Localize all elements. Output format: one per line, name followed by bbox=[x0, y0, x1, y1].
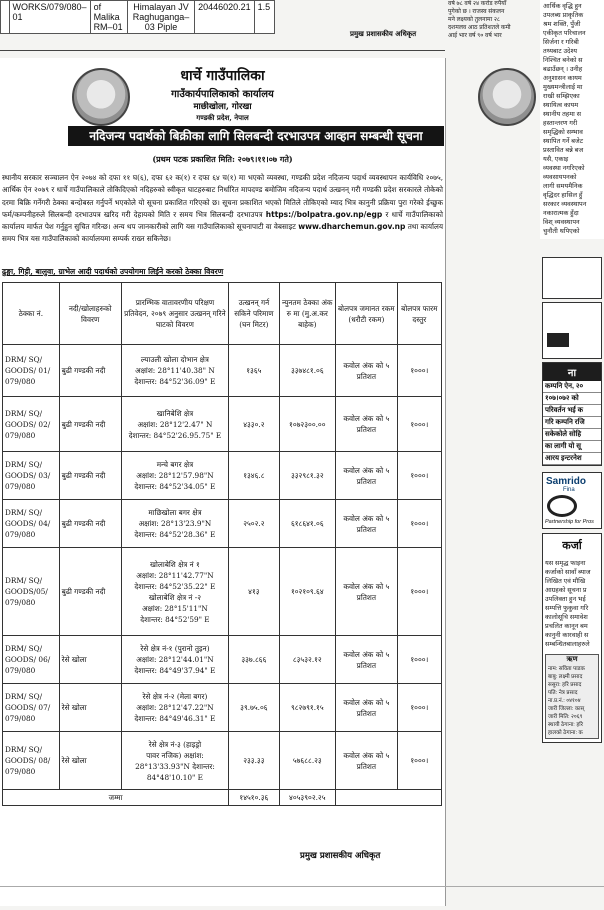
text-line: कर्जाको सावाँ ब्याज bbox=[545, 569, 591, 576]
website-link[interactable]: www.dharchemun.gov.np bbox=[298, 222, 406, 232]
contract-place: of Malika RM–01 bbox=[90, 1, 127, 34]
site-line: देशान्तर: 84°52'26.95.75" E bbox=[128, 430, 222, 440]
site-cell bbox=[121, 345, 228, 397]
text-line: समृद्धिको सम्भाव bbox=[543, 129, 583, 136]
text-line: हालको ठेगाना: क bbox=[548, 730, 583, 736]
amount-cell: ३३७४८१.०६ bbox=[279, 345, 335, 397]
text-line: उपलिक्ता हुन भई bbox=[545, 596, 586, 603]
quantity-cell: १३४६.८ bbox=[229, 452, 279, 500]
amount-cell: १०७२३००.०० bbox=[279, 397, 335, 452]
text-line: पति: नेत्र प्रसाद bbox=[548, 690, 578, 696]
table-row bbox=[3, 684, 442, 732]
amount-cell: ६१८६४१.०६ bbox=[279, 500, 335, 548]
col-site: प्रारम्भिक वातावरणीय परिक्षण प्रतिवेदन, २०७९ अनुसार उत्खनन् गरिने घाटको विवरण bbox=[121, 283, 228, 345]
river-cell: रेसे खोला bbox=[59, 684, 121, 732]
text-line: आरय इन्टरनेश bbox=[543, 453, 601, 465]
text-line: वृद्धिदर हासिल हुँ bbox=[543, 192, 583, 199]
municipality-seal-logo bbox=[478, 68, 536, 126]
col-min-amount: न्युनतम ठेक्का अंक रु मा (मु.अ.कर बाहेक) bbox=[279, 283, 335, 345]
text-line: लिखित एवं मौखि bbox=[545, 578, 586, 585]
top-signature: प्रमुख प्रशासकीय अधिकृत bbox=[350, 29, 417, 38]
text-line: विश् व्यवस्थापन bbox=[543, 219, 580, 226]
text-line: बढाउँछन् । उनीह bbox=[543, 66, 583, 73]
form-fee-cell: १०००। bbox=[397, 732, 441, 790]
text-line: यसै, एकाइ bbox=[543, 156, 569, 163]
text-line: हस्तान्तरण गरी bbox=[543, 120, 578, 127]
text-line: प्रचलित कानून बम bbox=[545, 623, 588, 630]
samriddhi-name: Samrido bbox=[546, 476, 587, 487]
previous-notice-table bbox=[0, 0, 275, 34]
site-line: देशान्तर: 84°52'34.05" E bbox=[134, 482, 216, 491]
bolpatra-link[interactable]: https://bolpatra.gov.np/egp bbox=[265, 209, 383, 219]
small-ad-2 bbox=[542, 302, 602, 359]
blank bbox=[336, 790, 442, 806]
site-line: अक्षांश: 28°12'2.47" N bbox=[137, 419, 213, 429]
text-line: एकीकृत परिचालन bbox=[543, 30, 586, 37]
site-line: अक्षांश: 28°15'11"N bbox=[142, 603, 208, 613]
company-notice-title: ना bbox=[543, 363, 601, 381]
borrower-box: ऋण नाम: सविता पाडक बाबु: लक्ष्मी प्रसाद ससुरा: हरि प्रसाद पति: नेत्र प्रसाद ना.प्र.नं.: ०४१०४ जारी जिल्ला: कास् जारी मिति: २०६९ स्थायी ठेगाना: हरि हालको ठेगाना: क bbox=[545, 654, 599, 739]
total-label: जम्मा bbox=[3, 790, 229, 806]
province: गण्डकी प्रदेश, नेपाल bbox=[196, 113, 249, 122]
text-line: सिर्जना र गरिबी bbox=[543, 39, 579, 46]
river-cell: रेसे खोला bbox=[59, 732, 121, 790]
text-line: प्रस्तावित बन्ने बज bbox=[543, 147, 584, 154]
bid-security-cell: कवोल अंक को ५ प्रतिशत bbox=[336, 500, 398, 548]
col-contract-no: ठेक्का नं. bbox=[3, 283, 60, 345]
text-line: मुख्यमन्त्रीलाई मा bbox=[543, 84, 583, 91]
col-bid-security: बोलपत्र जमानत रकम (धरौटी रकम) bbox=[336, 283, 398, 345]
site-line: अक्षांश: 28°13'23.9"N bbox=[138, 519, 212, 528]
text-line: ना.प्र.नं.: ०४१०४ bbox=[548, 698, 581, 704]
contract-no-cell: DRM/ SQ/ GOODS/ 01/ 079/080 bbox=[3, 345, 60, 397]
bid-security-cell: कवोल अंक को ५ प्रतिशत bbox=[336, 345, 398, 397]
site-line: देशान्तर: 84°52'35.22" E bbox=[134, 581, 216, 591]
amount-cell: १०२१०९.६४ bbox=[279, 548, 335, 636]
text-line: स्थानीय तहमा स bbox=[543, 111, 582, 118]
site-cell bbox=[121, 636, 228, 684]
river-cell: बुढी गण्डकी नदी bbox=[59, 345, 121, 397]
site-line: रेसे क्षेत्र नं-१ (पुरानो तुइन) bbox=[140, 644, 210, 653]
site-cell bbox=[121, 397, 228, 452]
adjacent-column bbox=[540, 0, 604, 910]
text-line: अनुशासन कायम bbox=[543, 75, 582, 82]
form-fee-cell: १०००। bbox=[397, 500, 441, 548]
site-line: ल्याउली खोला दोभान क्षेत्र bbox=[140, 355, 209, 364]
site-cell bbox=[121, 684, 228, 732]
text-line: व्यवस्था नगरिएको bbox=[543, 165, 585, 172]
amount-cell: ९८२७९१.१५ bbox=[279, 684, 335, 732]
tender-table bbox=[2, 282, 442, 806]
quantity-cell: ३९.७५.०६ bbox=[229, 684, 279, 732]
text-line: ससुरा: हरि प्रसाद bbox=[548, 682, 582, 688]
text-line: नकारात्मक हुँदा bbox=[543, 210, 579, 217]
site-line: देशान्तर: 84°49'46.31" E bbox=[134, 714, 216, 723]
samriddhi-tagline: Partnership for Pros bbox=[545, 519, 594, 525]
site-line: अक्षांश: 28°12'47.22"N bbox=[136, 703, 214, 712]
office-name: गाउँकार्यपालिकाको कार्यालय bbox=[171, 89, 274, 100]
contract-no-cell: DRM/ SQ/ GOODS/ 03/ 079/080 bbox=[3, 452, 60, 500]
col-form-fee: बोलपत्र फारम दस्तुर bbox=[397, 283, 441, 345]
text-line: कालोसूचि समावेश bbox=[545, 614, 588, 621]
total-quantity: १४५१०.३६ bbox=[229, 790, 279, 806]
text-line: जारी मिति: २०६९ bbox=[548, 714, 583, 720]
text-line: गरि कम्पनि रजि bbox=[543, 417, 601, 429]
office-address: माछीखोला, गोरखा bbox=[193, 102, 252, 112]
contract-location: Himalayan JV Raghuganga–03 Piple bbox=[127, 1, 194, 34]
site-cell bbox=[121, 732, 228, 790]
quantity-cell: २५०२.२ bbox=[229, 500, 279, 548]
river-cell: बुढी गण्डकी नदी bbox=[59, 452, 121, 500]
text-line: स्थायित्व कायम bbox=[543, 102, 579, 109]
text-line: सम्बन्धितबालाहरुले bbox=[545, 641, 590, 648]
small-ad-1 bbox=[542, 257, 602, 299]
site-line: देशान्तर: 84°52'36.09" E bbox=[134, 377, 216, 386]
table-header-row bbox=[3, 283, 442, 345]
text-line: परिवर्तन भई क bbox=[543, 405, 601, 417]
text-line: आर्थिक वृद्धि हुन bbox=[543, 3, 582, 10]
contract-amount: 20446020.21 bbox=[195, 1, 255, 34]
table-row bbox=[3, 732, 442, 790]
text-line: श्रम शक्ति, पुँजी bbox=[543, 21, 581, 28]
site-line: देशान्तर: 84°52'28.36" E bbox=[134, 530, 216, 539]
text-line: सकेकोले सोहि bbox=[543, 429, 601, 441]
site-line: अक्षांश: 28°11'42.77"N bbox=[136, 570, 214, 580]
text-line: सम्पत्ति फुकुवा गरि bbox=[545, 605, 589, 612]
site-line: मन्चे बगर क्षेत्र bbox=[156, 460, 194, 469]
col-river: नदी/खोलाहरुको विवरण bbox=[59, 283, 121, 345]
table-row bbox=[3, 397, 442, 452]
publish-date: (प्रथम पटक प्रकाशित मिति: २०७९।११।०७ गते) bbox=[152, 154, 293, 164]
text-line: नाम: सविता पाडक bbox=[548, 666, 585, 672]
table-row bbox=[3, 636, 442, 684]
text-line: स्थायी ठेगाना: हरि bbox=[548, 722, 583, 728]
table-total-row bbox=[3, 790, 442, 806]
site-line: खोलाबेशि क्षेत्र नं १ bbox=[150, 559, 200, 569]
footer-signature: प्रमुख प्रशासकीय अधिकृत bbox=[300, 851, 381, 861]
quantity-cell: ३३७.८६६ bbox=[229, 636, 279, 684]
contract-no-cell: DRM/ SQ/ GOODS/05/ 079/080 bbox=[3, 548, 60, 636]
site-line: माछिखोला बगर क्षेत्र bbox=[148, 508, 202, 517]
quantity-cell: ४३३०.२ bbox=[229, 397, 279, 452]
contract-no-cell: DRM/ SQ/ GOODS/ 02/ 079/080 bbox=[3, 397, 60, 452]
table-subheading: ढुङ्गा, गिट्टी, बालुवा, ग्राभेल आदी पदार्थको उपयोगमा लिईने करको ठेक्का विवरण bbox=[2, 267, 224, 276]
text-line: लागी समयमैनिक bbox=[543, 183, 583, 190]
river-cell: बुढी गण्डकी नदी bbox=[59, 548, 121, 636]
text-line: स्थापित गर्ने बजेट bbox=[543, 138, 584, 145]
bid-security-cell: कवोल अंक को ५ प्रतिशत bbox=[336, 397, 398, 452]
form-fee-cell: १०००। bbox=[397, 548, 441, 636]
site-line: रेसे क्षेत्र नं-२ (मेला बगर) bbox=[142, 692, 208, 701]
site-line: 84°48'10.10" E bbox=[146, 772, 203, 782]
quantity-cell: १३६५ bbox=[229, 345, 279, 397]
contract-code: WORKS/079/080–01 bbox=[9, 1, 90, 34]
text-line: यस समृद्ध फाइना bbox=[545, 560, 586, 567]
text-line: निश्चित बनेको स bbox=[543, 57, 583, 64]
site-line: खोलाबेशि क्षेत्र नं -२ bbox=[148, 592, 202, 602]
form-fee-cell: १०००। bbox=[397, 684, 441, 732]
samriddhi-ad bbox=[542, 472, 602, 529]
text-line: चुनौती थपिएको bbox=[543, 228, 580, 235]
table-row bbox=[3, 452, 442, 500]
text-line: उपलब्ध प्राकृतिक bbox=[543, 12, 584, 19]
samriddhi-logo-icon bbox=[547, 495, 577, 517]
form-fee-cell: १०००। bbox=[397, 345, 441, 397]
bid-security-cell: कवोल अंक को ५ प्रतिशत bbox=[336, 636, 398, 684]
news-article-text bbox=[540, 0, 604, 239]
site-line: रेसे क्षेत्र नं-३ (हाइड्रो bbox=[148, 739, 202, 749]
amount-cell: ३३२९८१.३२ bbox=[279, 452, 335, 500]
quantity-cell: ४१३ bbox=[229, 548, 279, 636]
site-line: देशान्तर: 84°52'59" E bbox=[140, 614, 210, 624]
text-line: जारी जिल्ला: कास् bbox=[548, 706, 585, 712]
logo-icon bbox=[547, 333, 569, 347]
top-news-snippet: वर्ष ७८ वर्ष २४ करोड रुपैयाँ पुगेको छ । राजस्व संकलन मने लक्ष्यको तुलनामा २८ दशमलव आठ प्रतिशतले कमी आई भार वर्ष ९० वर्ष भार bbox=[448, 1, 511, 39]
municipality-name: धार्चे गाउँपालिका bbox=[180, 68, 265, 84]
river-cell: बुढी गण्डकी नदी bbox=[59, 397, 121, 452]
text-line: व्यवसायपनको bbox=[543, 174, 577, 181]
loan-notice bbox=[542, 533, 602, 743]
site-line: अक्षांश: 28°12'44.01"N bbox=[136, 655, 214, 664]
site-cell bbox=[121, 548, 228, 636]
text-line: १०७।०७२ को bbox=[543, 393, 601, 405]
site-line: देशान्तर: 84°49'37.94" E bbox=[134, 666, 216, 675]
text-line: बाबु: लक्ष्मी प्रसाद bbox=[548, 674, 583, 680]
site-line: 28°13'33.93"N देशान्तर: bbox=[135, 761, 215, 771]
form-fee-cell: १०००। bbox=[397, 452, 441, 500]
contract-no-cell: DRM/ SQ/ GOODS/ 08/ 079/080 bbox=[3, 732, 60, 790]
notice-title: नदिजन्य पदार्थको बिक्रीका लागि सिलबन्दी दरभाउपत्र आव्हान सम्बन्धी सूचना bbox=[68, 126, 444, 146]
bottom-divider bbox=[0, 886, 604, 887]
form-fee-cell: १०००। bbox=[397, 636, 441, 684]
site-line: अक्षांश: 28°12'57.98"N bbox=[136, 471, 214, 480]
loan-notice-title: कर्जा bbox=[562, 540, 582, 552]
table-row bbox=[3, 345, 442, 397]
company-notice bbox=[542, 362, 602, 466]
site-line: अक्षांश: 28°11'40.38" N bbox=[135, 366, 215, 375]
bid-security-cell: कवोल अंक को ५ प्रतिशत bbox=[336, 452, 398, 500]
contract-no-cell: DRM/ SQ/ GOODS/ 06/ 079/080 bbox=[3, 636, 60, 684]
table-row bbox=[3, 500, 442, 548]
amount-cell: ८३५३२.१२ bbox=[279, 636, 335, 684]
col-quantity: उत्खनन् गर्न सकिने परिमाण (घन मिटर) bbox=[229, 283, 279, 345]
contract-no-cell: DRM/ SQ/ GOODS/ 07/ 079/080 bbox=[3, 684, 60, 732]
text-line: कम्पनि ऐन, २० bbox=[543, 381, 601, 393]
river-cell: बुढी गण्डकी नदी bbox=[59, 500, 121, 548]
total-amount: ४०५३९०२.२५ bbox=[279, 790, 335, 806]
samriddhi-sub: Fina bbox=[563, 487, 575, 493]
divider bbox=[0, 50, 445, 51]
site-cell bbox=[121, 452, 228, 500]
site-line: खानिबेशि क्षेत्र bbox=[156, 408, 194, 418]
form-fee-cell: १०००। bbox=[397, 397, 441, 452]
tender-table-body bbox=[3, 345, 442, 806]
contract-no-cell: DRM/ SQ/ GOODS/ 04/ 079/080 bbox=[3, 500, 60, 548]
text-line: सरकार व्यवस्थापन bbox=[543, 201, 587, 208]
bid-security-cell: कवोल अंक को ५ प्रतिशत bbox=[336, 548, 398, 636]
text-line: तथ्यबाट उदेश्य bbox=[543, 48, 578, 55]
notice-body: स्थानीय सरकार सञ्चालन ऐन २०७४ को दफा ११ घ(६), दफा ६२ क(१) र दफा ६४ च(१) मा भएको व्यवस्था, गण्डकी प्रदेश नदिजन्य पदार्थ व्यवस्थापन कार्यविधि २०७५, आर्थिक ऐन २०७९ र धार्चे गाउँपालिकाले तोकिदिएको नदिहरुको स्वीकृत घाटहरुबाट निर्धारित मापदण्ड बमोजिम नदिजन्य पदार्थ उत्खनन् गरी गण्डकी प्रदेश सरकारले तोकेको दरमा बिक्रि गर्नेगरी ठेक्का बन्दोबस्त गर्नुपर्ने भएकोले यो सूचना प्रकाशित गरिएको छ। सूचना प्रकाशित भएको मितिले तोकिएको म्याद भित्र कानुनी प्रक्रिया पुरा गरेको ईच्छुक फर्म/कम्पनीहरुले सिलबन्दी दरभाउपत्र खरिद गरी देहायको मिति र समय भित्र सिलबन्दी दरभाउपत्र https://bolpatra.gov.np/egp र धार्चे गाउँपालिकाको कार्यालय मार्फत पेश गर्नुहुन सुचित गरिन्छ। अन्य थप जानकारीको लागि यस गाउँपालिकाको सूचनापाटी वा वेबसाइट www.dharchemun.gov.np तथा कार्यालय समय भित्र यस गाउँपालिकाको कार्यालयमा सम्पर्क राख्न सकिनेछ। bbox=[2, 173, 443, 244]
contract-percent: 1.5 bbox=[254, 1, 274, 34]
text-line: का लागी यो सू bbox=[543, 441, 601, 453]
bid-security-cell: कवोल अंक को ५ प्रतिशत bbox=[336, 732, 398, 790]
site-line: पावर नजिक) अक्षांश: bbox=[146, 750, 204, 760]
table-row bbox=[1, 1, 275, 34]
text-line: राखी सम्झिएका bbox=[543, 93, 580, 100]
amount-cell: ५७६८८.२३ bbox=[279, 732, 335, 790]
table-row bbox=[3, 548, 442, 636]
text-line: आग्रहको सूचना प्र bbox=[545, 587, 587, 594]
text-line: कानुनी कारवाही स bbox=[545, 632, 589, 639]
bid-security-cell: कवोल अंक को ५ प्रतिशत bbox=[336, 684, 398, 732]
site-cell bbox=[121, 500, 228, 548]
quantity-cell: २३३.३३ bbox=[229, 732, 279, 790]
river-cell: रेसे खोला bbox=[59, 636, 121, 684]
